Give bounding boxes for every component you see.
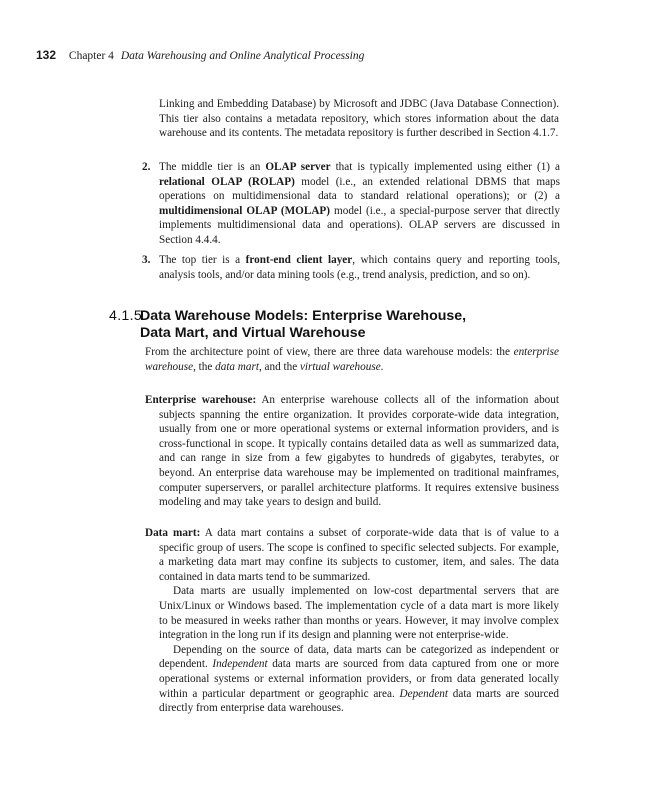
list-number: 3. (142, 254, 151, 266)
section-number: 4.1.5 (109, 308, 143, 324)
chapter-label: Chapter 4 (68, 50, 114, 62)
data-mart-paragraph-2: Data marts are usually implemented on low-cost departmental servers that are Unix/Linux or Windows based. The implementation cycle of a data mart is more likely to be measured in weeks rather than months or years. However, it may involve complex integration in the long run if its design and planning were not enterprise-wide. (159, 585, 559, 642)
list-number: 2. (142, 161, 151, 173)
term-data-mart: data mart (215, 360, 259, 373)
definition-term: Enterprise warehouse: (145, 394, 257, 406)
running-header (36, 48, 364, 62)
section-title-line-1: Data Warehouse Models: Enterprise Warehouse, (140, 308, 467, 324)
term-front-end-client-layer: front-end client layer (245, 254, 353, 266)
page-number: 132 (36, 48, 57, 62)
chapter-title: Data Warehousing and Online Analytical Processing (120, 50, 365, 62)
term-virtual-warehouse: virtual warehouse (299, 360, 381, 373)
list-item-top-tier (142, 253, 560, 282)
term-dependent: Dependent (399, 687, 448, 700)
definition-text: An enterprise warehouse collects all of the information about subjects spanning the entire organization. It provides corporate-wide data integration, usually from one or more operational systems or external information providers, and is cross-functional in scope. It typically contains detailed data as well as summarized data, and can range in size from a few gigabytes to hundreds of gigabytes, terabytes, or beyond. An enterprise data warehouse may be implemented on traditional mainframes, computer superservers, or parallel architecture platforms. It requires extensive business modeling and may take years to design and build. (159, 394, 559, 509)
definition-text: A data mart contains a subset of corporate-wide data that is of value to a specific group of users. The scope is confined to specific selected subjects. For example, a marketing data mart may confine its subjects to customer, item, and sales. The data contained in data marts tend to be summarized. (159, 527, 559, 583)
definition-enterprise-warehouse (145, 393, 559, 510)
list-item-text: The middle tier is an OLAP server that is typically implemented using either (1) a relational OLAP (ROLAP) model (i.e., an extended relational DBMS that maps operations on multidimensional data to standard relational operations); or (2) a multidimensional OLAP (MOLAP) model (i.e., a special-purpose server that directly implements multidimensional data and operations). OLAP servers are discussed in Section 4.4.4. (159, 161, 560, 246)
term-olap-server: OLAP server (265, 161, 331, 173)
term-independent: Independent (212, 658, 268, 671)
data-mart-paragraph-3: Depending on the source of data, data marts can be categorized as independent or dependent. Independent data marts are sourced from data captured from one or more operational systems or external information providers, or from data generated locally within a particular department or geographic area. Dependent data marts are sourced directly from enterprise data warehouses. (159, 643, 559, 715)
term-rolap: relational OLAP (ROLAP) (159, 175, 295, 188)
list-item-text: The top tier is a front-end client layer, which contains query and reporting tools, analysis tools, and/or data mining tools (e.g., trend analysis, prediction, and so on). (159, 254, 560, 281)
list-item-middle-tier (142, 160, 560, 248)
section-heading (109, 308, 569, 342)
term-enterprise-warehouse: enterprise warehouse (145, 346, 559, 373)
section-title-line-2: Data Mart, and Virtual Warehouse (140, 325, 366, 341)
term-molap: multidimensional OLAP (MOLAP) (159, 204, 330, 217)
intro-paragraph: From the architecture point of view, there are three data warehouse models: the enterprise warehouse, the data mart, and the virtual warehouse. (145, 346, 559, 373)
continuation-paragraph: Linking and Embedding Database) by Microsoft and JDBC (Java Database Connection). This tier also contains a metadata repository, which stores information about the data warehouse and its contents. The metadata repository is further described in Section 4.1.7. (159, 98, 559, 140)
definition-data-mart (145, 526, 559, 716)
definition-term: Data mart: (145, 527, 201, 539)
